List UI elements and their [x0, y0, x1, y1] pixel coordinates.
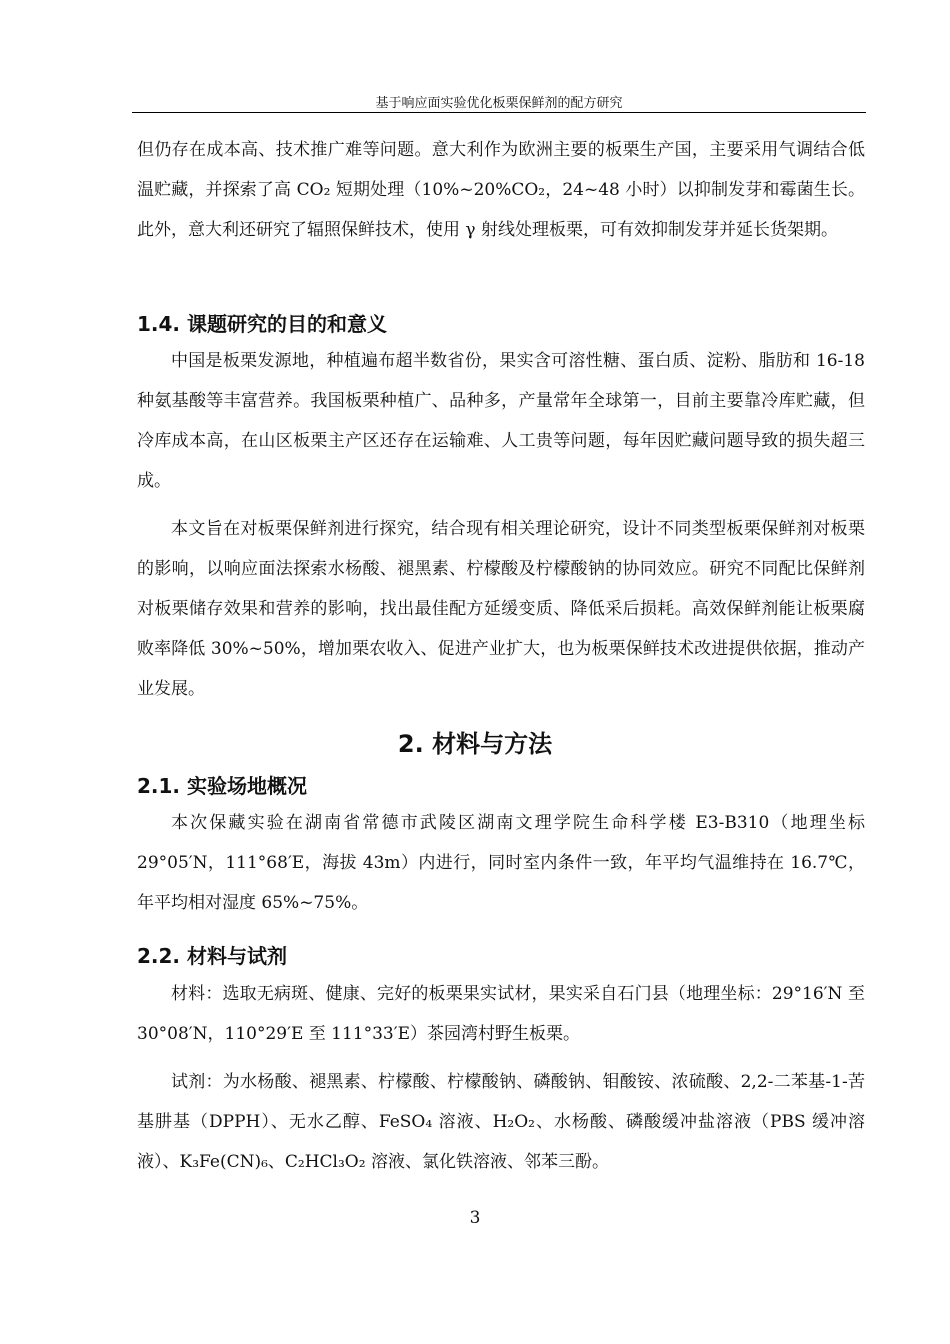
paragraph-reagents: 试剂：为水杨酸、褪黑素、柠檬酸、柠檬酸钠、磷酸钠、钼酸铵、浓硫酸、2,2-二苯基-1-苦基肼基（DPPH）、无水乙醇、FeSO₄ 溶液、H₂O₂、水杨酸、磷酸缓冲盐溶液（PBS 缓冲溶液）、K₃Fe(CN)₆、C₂HCl₃O₂ 溶液、氯化铁溶液、邻苯三酚。	[137, 1072, 865, 1172]
paragraph-continued: 但仍存在成本高、技术推广难等问题。意大利作为欧洲主要的板栗生产国，主要采用气调结合低温贮藏，并探索了高 CO₂ 短期处理（10%~20%CO₂，24~48 小时）以抑制发芽和霉菌生长。此外，意大利还研究了辐照保鲜技术，使用 γ 射线处理板栗，可有效抑制发芽并延长货架期。	[137, 140, 865, 240]
page-number: 3	[469, 1208, 481, 1228]
header-divider	[132, 112, 866, 113]
paragraph-purpose-1: 中国是板栗发源地，种植遍布超半数省份，果实含可溶性糖、蛋白质、淀粉、脂肪和 16-18 种氨基酸等丰富营养。我国板栗种植广、品种多，产量常年全球第一，目前主要靠冷库贮藏，但冷库成本高，在山区板栗主产区还存在运输难、人工贵等问题，每年因贮藏问题导致的损失超三成。	[137, 351, 865, 491]
paragraph-purpose-2: 本文旨在对板栗保鲜剂进行探究，结合现有相关理论研究，设计不同类型板栗保鲜剂对板栗的影响，以响应面法探索水杨酸、褪黑素、柠檬酸及柠檬酸钠的协同效应。研究不同配比保鲜剂对板栗储存效果和营养的影响，找出最佳配方延缓变质、降低采后损耗。高效保鲜剂能让板栗腐败率降低 30%~50%，增加栗农收入、促进产业扩大，也为板栗保鲜技术改进提供依据，推动产业发展。	[137, 519, 865, 699]
section-heading-2-1: 2.1. 实验场地概况	[137, 774, 307, 798]
section-heading-2-2: 2.2. 材料与试剂	[137, 944, 287, 968]
chapter-heading-2: 2. 材料与方法	[397, 730, 553, 758]
paragraph-materials: 材料：选取无病斑、健康、完好的板栗果实试材，果实采自石门县（地理坐标：29°16′N 至 30°08′N，110°29′E 至 111°33′E）茶园湾村野生板栗。	[137, 984, 865, 1044]
section-heading-1-4: 1.4. 课题研究的目的和意义	[137, 312, 387, 336]
running-header: 基于响应面实验优化板栗保鲜剂的配方研究	[375, 96, 623, 111]
paragraph-site: 本次保藏实验在湖南省常德市武陵区湖南文理学院生命科学楼 E3-B310（地理坐标 29°05′N，111°68′E，海拔 43m）内进行，同时室内条件一致，年平均气温维持在 16.7℃，年平均相对湿度 65%~75%。	[137, 813, 865, 913]
